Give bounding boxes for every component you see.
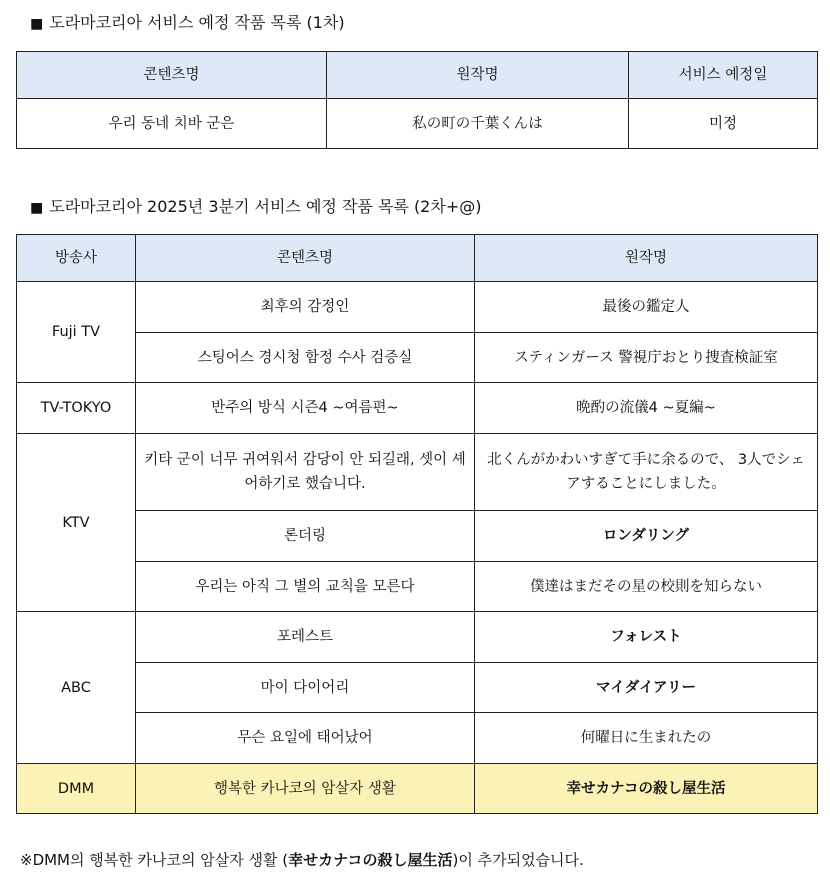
- content-name-cell: 반주의 방식 시즌4 ~여름편~: [136, 383, 475, 434]
- table-row: [17, 383, 818, 434]
- table-row: [17, 434, 818, 511]
- table-row: [17, 282, 818, 333]
- footnote-prefix: ※DMM의 행복한 카나코의 암살자 생활 (: [20, 851, 289, 869]
- table-row: [17, 562, 818, 612]
- column-header-broadcaster: 방송사: [17, 235, 136, 282]
- broadcaster-cell-abc: ABC: [17, 612, 136, 764]
- table-row: [17, 612, 818, 663]
- column-header-original-name: 원작명: [327, 52, 629, 99]
- footnote-suffix: )이 추가되었습니다.: [452, 851, 584, 869]
- section1-title-text: 도라마코리아 서비스 예정 작품 목록 (1차): [49, 13, 345, 32]
- table-row: [17, 99, 818, 149]
- original-name-cell: 僕達はまだその星の校則を知らない: [475, 562, 818, 612]
- section1-title: [30, 13, 345, 34]
- original-name-cell: 私の町の千葉くんは: [327, 99, 629, 149]
- content-name-cell: 행복한 카나코의 암살자 생활: [136, 764, 475, 814]
- footnote-original-title: 幸せカナコの殺し屋生活: [288, 851, 453, 869]
- content-name-cell: 우리는 아직 그 별의 교칙을 모른다: [136, 562, 475, 612]
- original-name-cell: スティンガース 警視庁おとり捜査検証室: [475, 333, 818, 383]
- original-name-cell: 北くんがかわいすぎて手に余るので、 3人でシェアすることにしました。: [475, 434, 818, 511]
- content-name-cell: 포레스트: [136, 612, 475, 663]
- table-header-row: [17, 52, 818, 99]
- content-name-cell: 무슨 요일에 태어났어: [136, 713, 475, 764]
- service-schedule-table-1: [16, 51, 818, 149]
- section2-title-text: 도라마코리아 2025년 3분기 서비스 예정 작품 목록 (2차+@): [49, 197, 482, 216]
- table-row: [17, 511, 818, 562]
- original-name-cell: 最後の鑑定人: [475, 282, 818, 333]
- original-name-cell: 幸せカナコの殺し屋生活: [475, 764, 818, 814]
- table-row-highlighted: [17, 764, 818, 814]
- square-bullet-icon: ■: [30, 16, 44, 32]
- content-name-cell: 론더링: [136, 511, 475, 562]
- table-row: [17, 663, 818, 713]
- content-name-cell: 스팅어스 경시청 함정 수사 검증실: [136, 333, 475, 383]
- column-header-original-name: 원작명: [475, 235, 818, 282]
- content-name-cell: 최후의 감정인: [136, 282, 475, 333]
- broadcaster-cell-dmm: DMM: [17, 764, 136, 814]
- column-header-content-name: 콘텐츠명: [136, 235, 475, 282]
- original-name-cell: マイダイアリー: [475, 663, 818, 713]
- service-date-cell: 미정: [629, 99, 818, 149]
- content-name-cell: 마이 다이어리: [136, 663, 475, 713]
- broadcaster-cell-ktv: KTV: [17, 434, 136, 612]
- broadcaster-cell-tv-tokyo: TV-TOKYO: [17, 383, 136, 434]
- column-header-content-name: 콘텐츠명: [17, 52, 327, 99]
- content-name-cell: 키타 군이 너무 귀여워서 감당이 안 되길래, 셋이 셰어하기로 했습니다.: [136, 434, 475, 511]
- service-schedule-table-2: [16, 234, 818, 814]
- column-header-service-date: 서비스 예정일: [629, 52, 818, 99]
- section2-title: [30, 197, 481, 218]
- table-row: [17, 333, 818, 383]
- original-name-cell: フォレスト: [475, 612, 818, 663]
- original-name-cell: 何曜日に生まれたの: [475, 713, 818, 764]
- table-row: [17, 713, 818, 764]
- original-name-cell: ロンダリング: [475, 511, 818, 562]
- square-bullet-icon: ■: [30, 200, 44, 216]
- content-name-cell: 우리 동네 치바 군은: [17, 99, 327, 149]
- original-name-cell: 晩酌の流儀4 ~夏編~: [475, 383, 818, 434]
- footnote: [20, 849, 584, 871]
- broadcaster-cell-fuji-tv: Fuji TV: [17, 282, 136, 383]
- table-header-row: [17, 235, 818, 282]
